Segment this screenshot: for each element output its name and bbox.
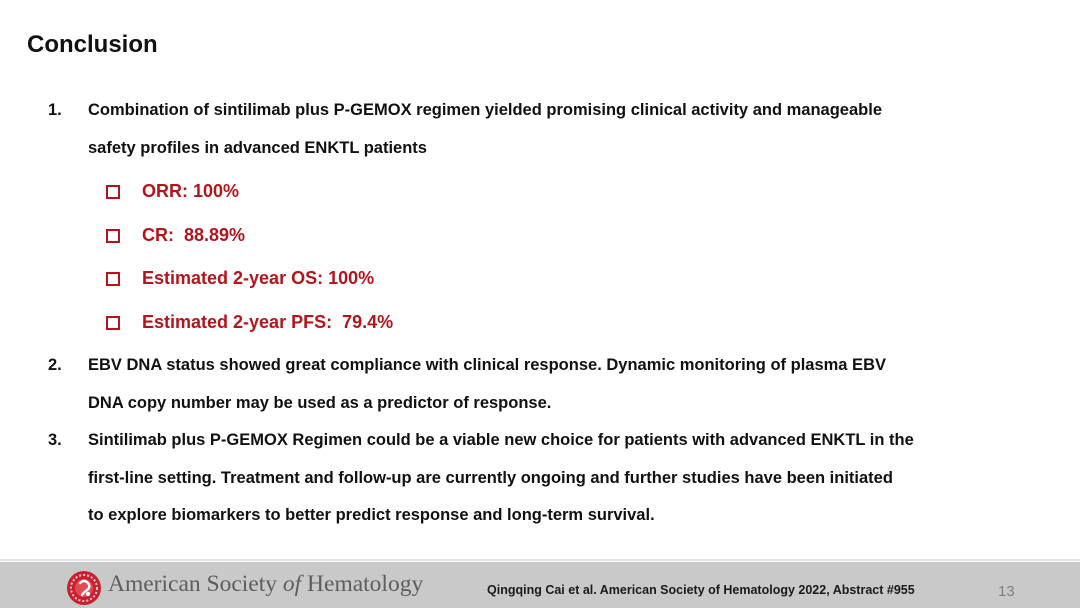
footer-divider	[0, 559, 1080, 561]
checkbox-square-icon	[106, 272, 120, 286]
sub-item-label: Estimated 2-year PFS: 79.4%	[142, 311, 394, 332]
item-text-line: first-line setting. Treatment and follow-up are currently ongoing and further studies have been initiated	[88, 468, 893, 487]
sub-item-orr	[104, 170, 1048, 214]
item-text-line: Sintilimab plus P-GEMOX Regimen could be a viable new choice for patients with advanced ENKTL in the	[88, 431, 914, 449]
sub-item-pfs	[104, 301, 1048, 345]
item-text-line: DNA copy number may be used as a predictor of response.	[88, 393, 552, 412]
item-number: 3.	[48, 431, 62, 449]
checkbox-square-icon	[106, 185, 120, 199]
page-number: 13	[998, 583, 1015, 600]
conclusion-list	[48, 92, 1048, 535]
checkbox-square-icon	[106, 229, 120, 243]
item-number: 1.	[48, 101, 62, 119]
checkbox-square-icon	[106, 316, 120, 330]
result-sublist	[104, 170, 1048, 344]
sub-item-cr	[104, 214, 1048, 258]
list-item-2	[48, 347, 1048, 422]
item-text-line: EBV DNA status showed great compliance with clinical response. Dynamic monitoring of plasma EBV	[88, 356, 886, 374]
sub-item-label: CR: 88.89%	[142, 224, 246, 245]
slide-footer	[0, 562, 1080, 608]
organization-name: American Society of Hematology	[108, 571, 424, 597]
list-item-1	[48, 92, 1048, 167]
item-text-line: Combination of sintilimab plus P-GEMOX regimen yielded promising clinical activity and manageable	[88, 101, 882, 119]
list-item-3	[48, 422, 1048, 535]
sub-item-label: Estimated 2-year OS: 100%	[142, 268, 375, 288]
item-number: 2.	[48, 356, 62, 374]
slide-title: Conclusion	[27, 31, 158, 58]
ash-logo-icon	[66, 570, 102, 606]
citation-text: Qingqing Cai et al. American Society of Hematology 2022, Abstract #955	[487, 583, 915, 597]
sub-item-os	[104, 257, 1048, 301]
item-text-line: to explore biomarkers to better predict response and long-term survival.	[88, 506, 655, 524]
sub-item-label: ORR: 100%	[142, 181, 240, 201]
item-text-line: safety profiles in advanced ENKTL patients	[88, 138, 427, 157]
